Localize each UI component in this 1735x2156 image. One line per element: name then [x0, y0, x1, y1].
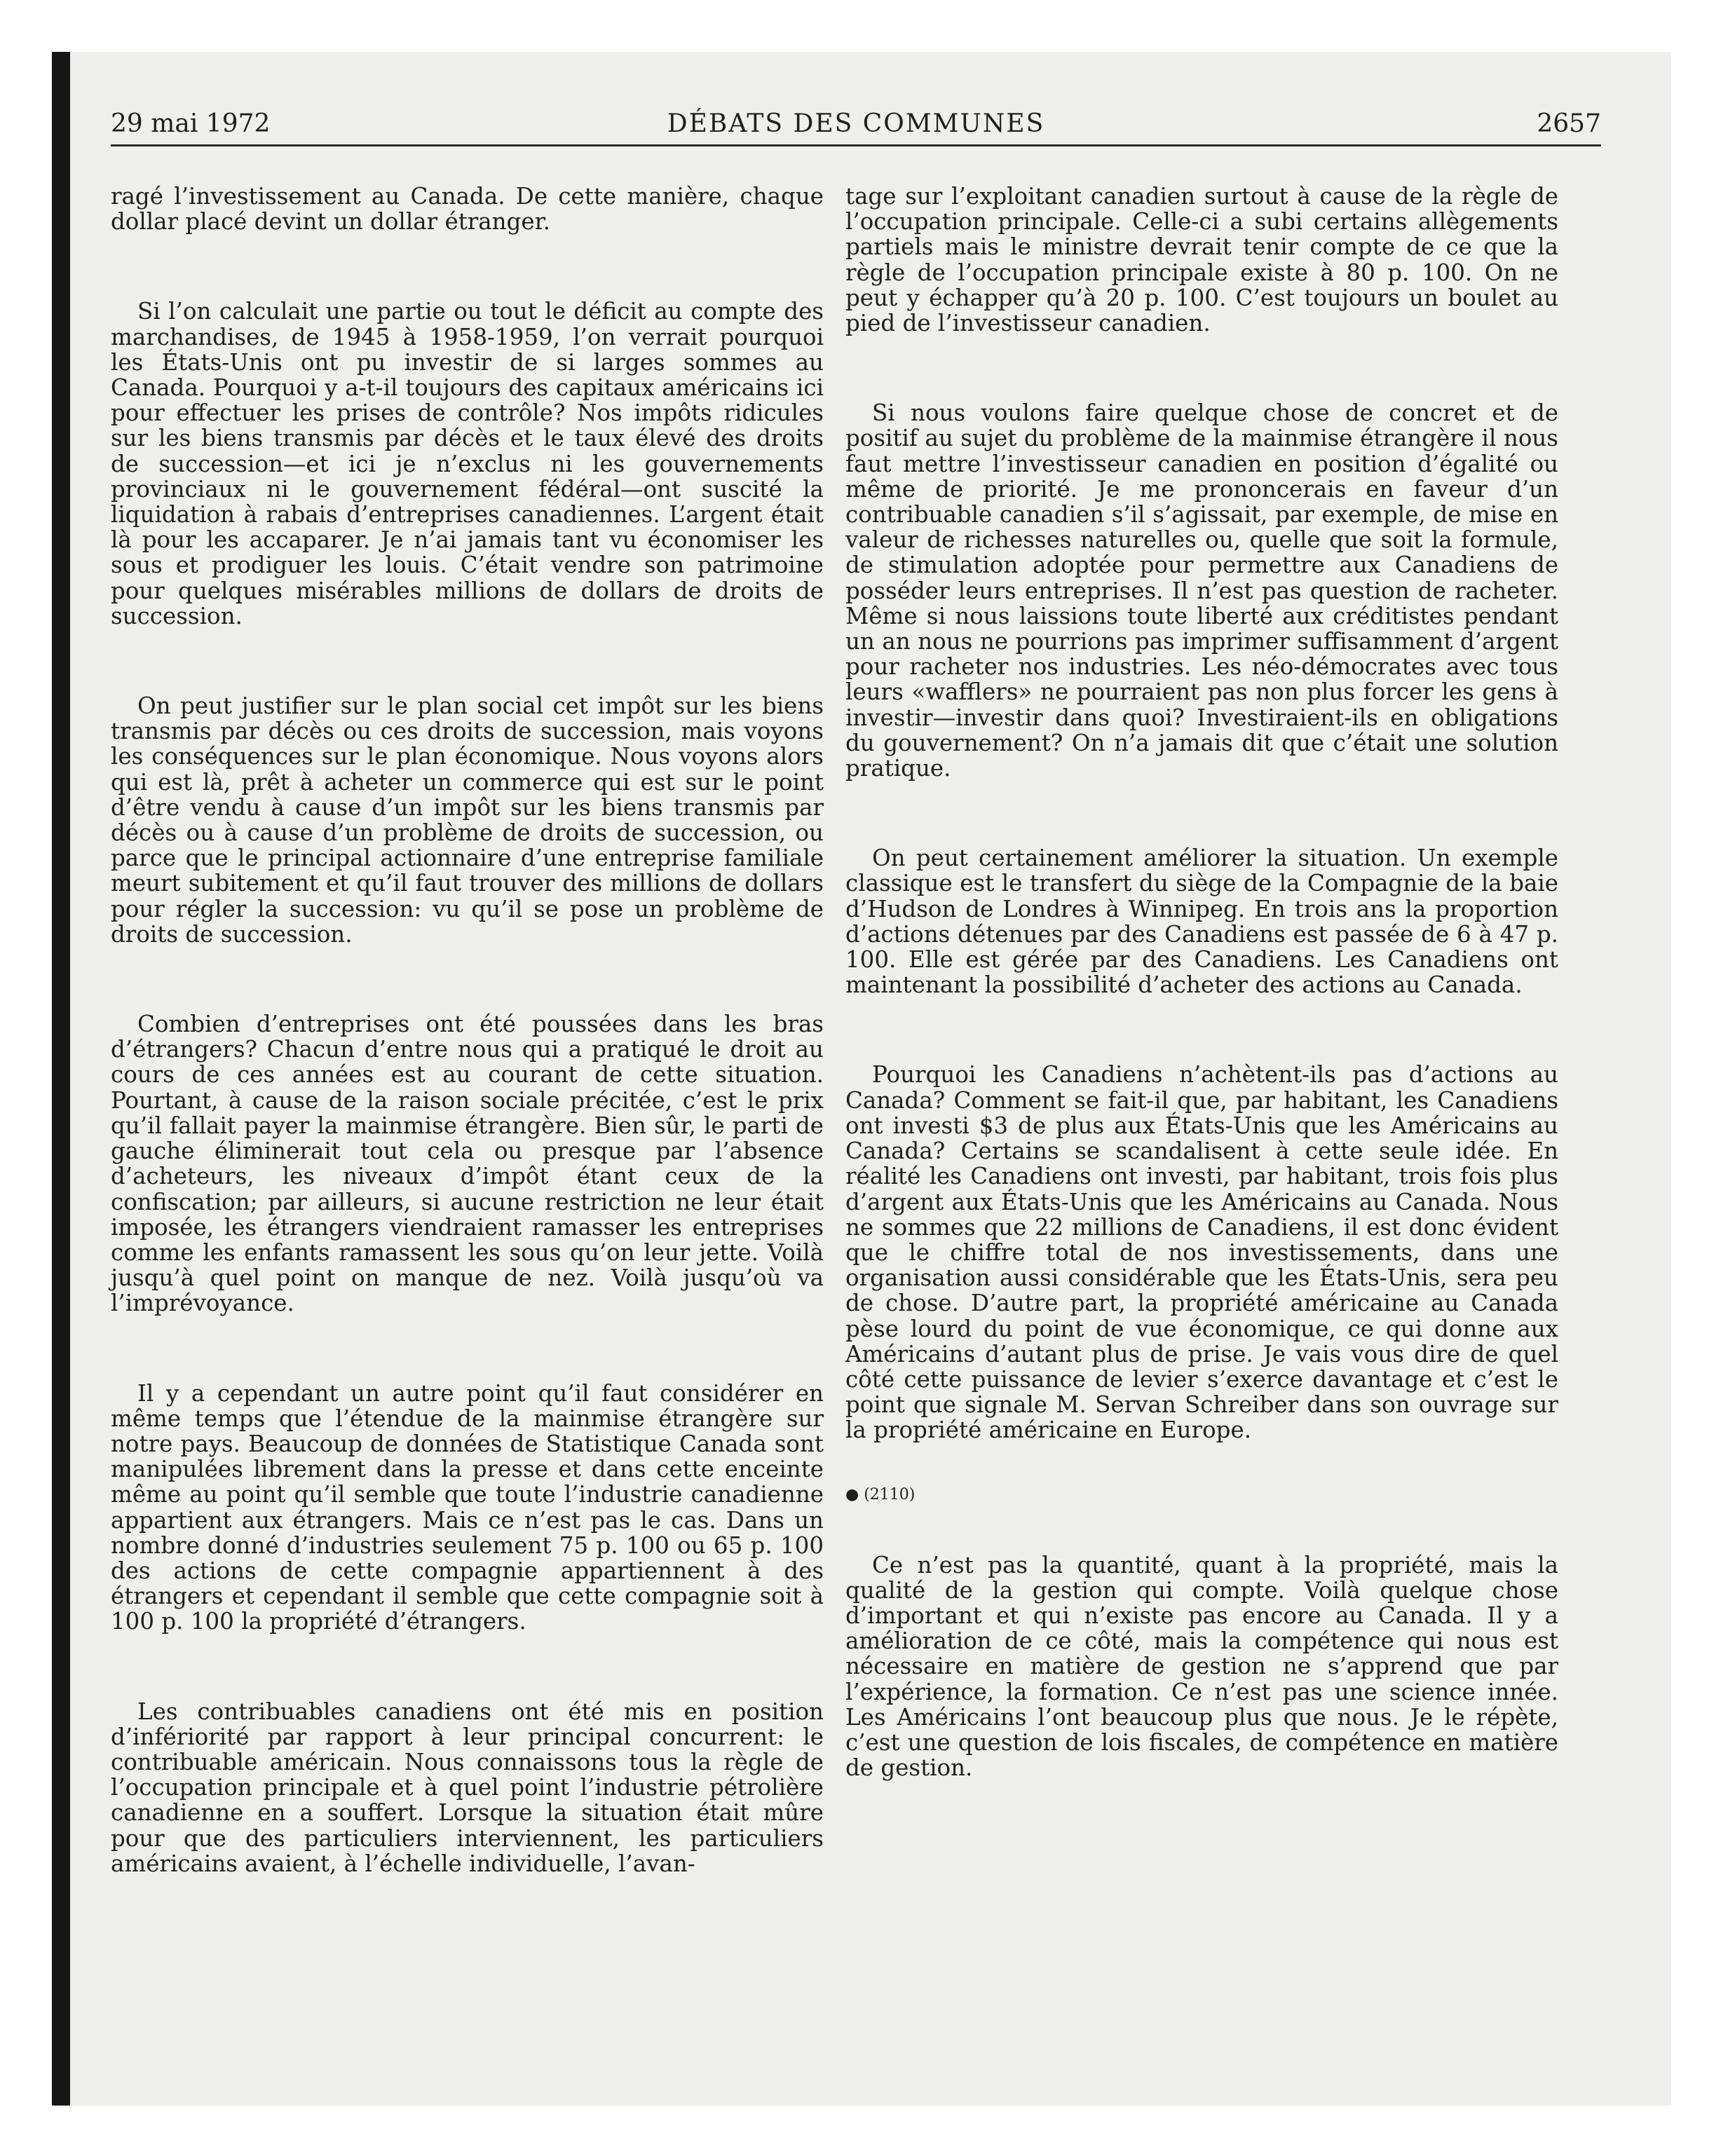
header-title: DÉBATS DES COMMUNES — [667, 109, 1045, 138]
paragraph: Pourquoi les Canadiens n’achètent-ils pas d’actions au Canada? Comment se fait-il que, par habitant, les Canadiens ont investi $3 de plus aux États-Unis que les Américains au Canada? Certains se scandalisent à cette seule idée. En réalité les Canadiens ont investi, par habitant, trois fois plus d’argent aux États-Unis que les Américains au Canada. Nous ne sommes que 22 millions de Canadiens, il est donc évident que le chiffre total de nos investissements, dans une organisation aussi considérable que les États-Unis, sera peu de chose. D’autre part, la propriété américaine au Canada pèse lourd du point de vue économique, ce qui donne aux Américains d’autant plus de prise. Je vais vous dire de quel côté cette puissance de levier s’exerce davantage et c’est le point que signale M. Servan Schreiber dans son ouvrage sur la propriété américaine en Europe. — [845, 1061, 1558, 1444]
right-column — [845, 184, 1558, 1780]
paragraph: tage sur l’exploitant canadien surtout à cause de la règle de l’occupation principale. Celle-ci a subi certains allègements partiels mais le ministre devrait tenir compte de ce que la règle de l’occupation principale existe à 80 p. 100. On ne peut y échapper qu’à 20 p. 100. C’est toujours un boulet au pied de l’investisseur canadien. — [845, 183, 1558, 337]
page-header — [111, 104, 1601, 146]
binding-edge — [52, 52, 70, 2106]
left-column — [111, 184, 824, 1876]
paragraph: Ce n’est pas la quantité, quant à la propriété, mais la qualité de la gestion qui compte. Voilà quelque chose d’important et qui n’existe pas encore au Canada. Il y a amélioration de ce côté, mais la compétence qui nous est nécessaire en matière de gestion ne s’apprend que par l’expérience, la formation. Ce n’est pas une science innée. Les Américains l’ont beaucoup plus que nous. Je le répète, c’est une question de lois fiscales, de compétence en matière de gestion. — [845, 1551, 1558, 1782]
header-page-number: 2657 — [1537, 109, 1601, 138]
paragraph: Si nous voulons faire quelque chose de concret et de positif au sujet du problème de la mainmise étrangère il nous faut mettre l’investisseur canadien en position d’égalité ou même de priorité. Je me prononcerais en faveur d’un contribuable canadien s’il s’agissait, par exemple, de mise en valeur de richesses naturelles ou, quelle que soit la formule, de stimulation adoptée pour permettre aux Canadiens de posséder leurs entreprises. Il n’est pas question de racheter. Même si nous laissions toute liberté aux créditistes pendant un an nous ne pourrions pas imprimer suffisamment d’argent pour racheter nos industries. Les néo-démocrates avec tous leurs «wafflers» ne pourraient pas non plus forcer les gens à investir—investir dans quoi? Investiraient-ils en obligations du gouvernement? On n’a jamais dit que c’était une solution pratique. — [845, 400, 1558, 782]
header-date: 29 mai 1972 — [111, 109, 271, 138]
paragraph: Si l’on calculait une partie ou tout le déficit au compte des marchandises, de 1945 à 1958-1959, l’on verrait pourquoi les États-Unis ont pu investir de si larges sommes au Canada. Pourquoi y a-t-il toujours des capitaux américains ici pour effectuer les prises de contrôle? Nos impôts ridicules sur les biens transmis par décès et le taux élevé des droits de succession—et ici je n’exclus ni les gouvernements provinciaux ni le gouvernement fédéral—ont suscité la liquidation à rabais d’entreprises canadiennes. L’argent était là pour les accaparer. Je n’ai jamais tant vu économiser les sous et prodiguer les louis. C’était vendre son patrimoine pour quelques misérables millions de dollars de droits de succession. — [111, 298, 824, 629]
paragraph: Combien d’entreprises ont été poussées dans les bras d’étrangers? Chacun d’entre nous qui a pratiqué le droit au cours de ces années est au courant de cette situation. Pourtant, à cause de la raison sociale précitée, c’est le prix qu’il fallait payer la mainmise étrangère. Bien sûr, le parti de gauche éliminerait tout cela ou presque par l’absence d’acheteurs, les niveaux d’impôt étant ceux de la confiscation; par ailleurs, si aucune restriction ne leur était imposée, les étrangers viendraient ramasser les entreprises comme les enfants ramassent les sous qu’on leur jette. Voilà jusqu’à quel point on manque de nez. Voilà jusqu’où va l’imprévoyance. — [111, 1011, 824, 1317]
paragraph: ragé l’investissement au Canada. De cette manière, chaque dollar placé devint un dollar étranger. — [111, 183, 824, 236]
paragraph: On peut certainement améliorer la situation. Un exemple classique est le transfert du siège de la Compagnie de la baie d’Hudson de Londres à Winnipeg. En trois ans la proportion d’actions détenues par des Canadiens est passée de 6 à 47 p. 100. Elle est gérée par des Canadiens. Les Canadiens ont maintenant la possibilité d’acheter des actions au Canada. — [845, 845, 1558, 999]
time-marker: ● (2110) — [845, 1485, 916, 1503]
paragraph: On peut justifier sur le plan social cet impôt sur les biens transmis par décès ou ces droits de succession, mais voyons les conséquences sur le plan économique. Nous voyons alors qui est là, prêt à acheter un commerce qui est sur le point d’être vendu à cause d’un impôt sur les biens transmis par décès ou à cause d’un problème de droits de succession, ou parce que le principal actionnaire d’une entreprise familiale meurt subitement et qu’il faut trouver des millions de dollars pour régler la succession: vu qu’il se pose un problème de droits de succession. — [111, 692, 824, 948]
paragraph: Les contribuables canadiens ont été mis en position d’infériorité par rapport à leur principal concurrent: le contribuable américain. Nous connaissons tous la règle de l’occupation principale et à quel point l’industrie pétrolière canadienne en a souffert. Lorsque la situation était mûre pour que des particuliers interviennent, les particuliers américains avaient, à l’échelle individuelle, l’avan- — [111, 1698, 824, 1877]
paragraph: Il y a cependant un autre point qu’il faut considérer en même temps que l’étendue de la mainmise étrangère sur notre pays. Beaucoup de données de Statistique Canada sont manipulées librement dans la presse et dans cette enceinte même au point qu’il semble que toute l’industrie canadienne appartient aux étrangers. Mais ce n’est pas le cas. Dans un nombre donné d’industries seulement 75 p. 100 ou 65 p. 100 des actions de cette compagnie appartiennent à des étrangers et cependant il semble que cette compagnie soit à 100 p. 100 la propriété d’étrangers. — [111, 1379, 824, 1635]
